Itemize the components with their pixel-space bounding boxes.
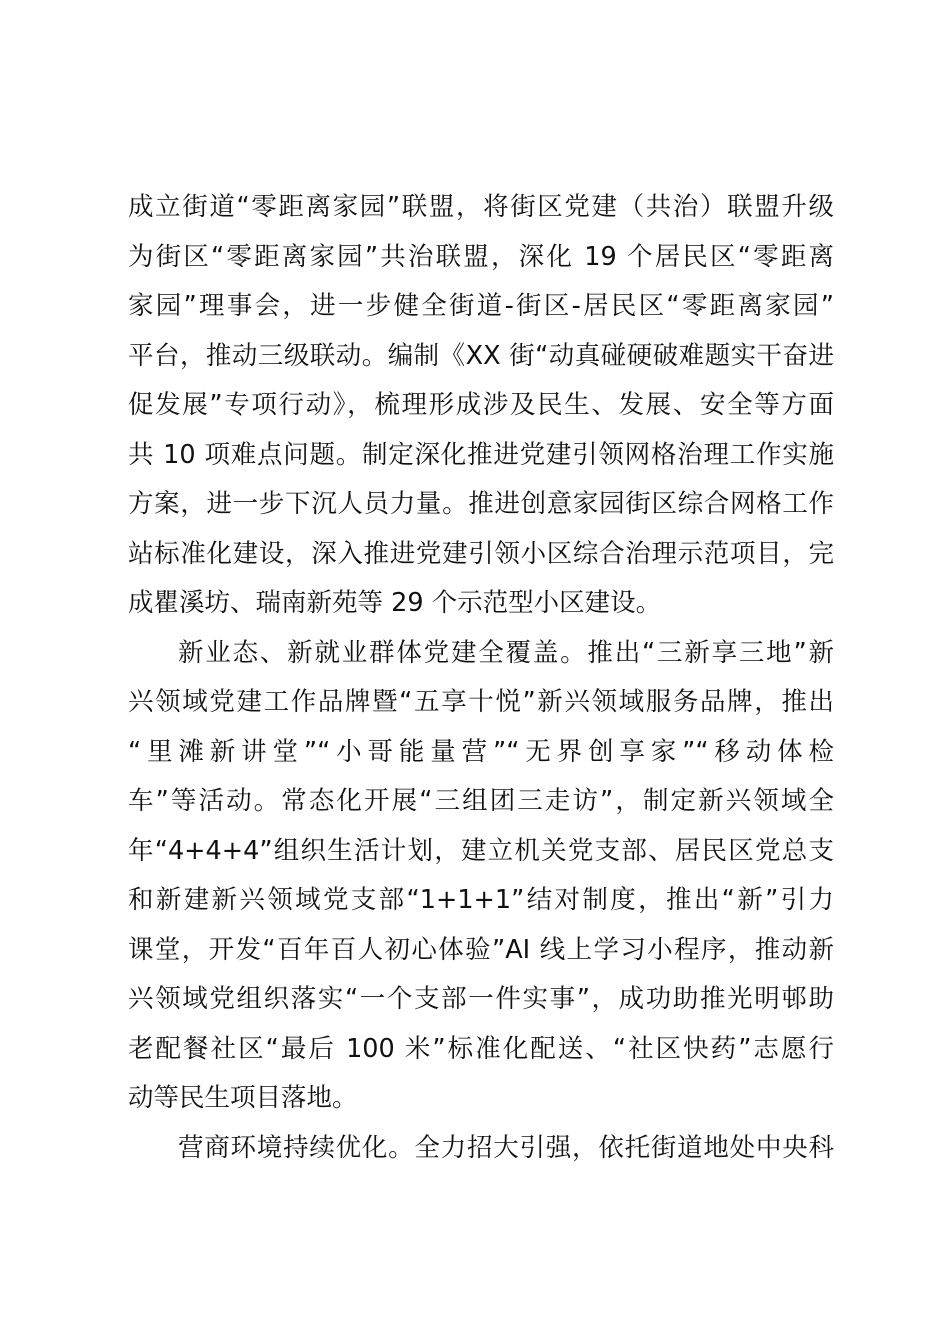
text-line: “里滩新讲堂”“小哥能量营”“无界创享家”“移动体检 [128, 736, 834, 767]
text-line: 营商环境持续优化。全力招大引强，依托街道地处中央科 [178, 1132, 834, 1163]
text-line: 车”等活动。常态化开展“三组团三走访”，制定新兴领域全 [128, 786, 834, 816]
text-line: 成立街道“零距离家园”联盟，将街区党建（共治）联盟升级 [128, 192, 834, 222]
text-line: 兴领域党组织落实“一个支部一件实事”，成功助推光明邨助 [128, 984, 834, 1014]
text-line: 老配餐社区“最后 100 米”标准化配送、“社区快药”志愿行 [128, 1033, 834, 1064]
text-line: 共 10 项难点问题。制定深化推进党建引领网格治理工作实施 [128, 439, 834, 470]
text-line: 新业态、新就业群体党建全覆盖。推出“三新享三地”新 [178, 637, 834, 668]
text-line: 平台，推动三级联动。编制《XX 街“动真碰硬破难题实干奋进 [128, 340, 834, 371]
text-line: 课堂，开发“百年百人初心体验”AI 线上学习小程序，推动新 [128, 934, 834, 965]
document-body [128, 183, 834, 1173]
text-line: 站标准化建设，深入推进党建引领小区综合治理示范项目，完 [128, 538, 834, 569]
paragraph-community-governance [128, 183, 834, 629]
text-line: 兴领域党建工作品牌暨“五享十悦”新兴领域服务品牌，推出 [128, 687, 834, 717]
text-line: 和新建新兴领域党支部“1+1+1”结对制度，推出“新”引力 [128, 885, 834, 915]
text-line: 促发展”专项行动》，梳理形成涉及民生、发展、安全等方面 [128, 390, 834, 420]
paragraph-business-environment [128, 1124, 834, 1174]
text-line: 家园”理事会，进一步健全街道-街区-居民区“零距离家园” [128, 291, 834, 321]
text-line: 成瞿溪坊、瑞南新苑等 29 个示范型小区建设。 [128, 588, 662, 618]
text-line: 为街区“零距离家园”共治联盟，深化 19 个居民区“零距离 [128, 241, 834, 272]
text-line: 方案，进一步下沉人员力量。推进创意家园街区综合网格工作 [128, 489, 834, 519]
paragraph-new-business-party-building [128, 629, 834, 1124]
text-line: 动等民生项目落地。 [128, 1083, 358, 1113]
text-line: 年“4+4+4”组织生活计划，建立机关党支部、居民区党总支 [128, 835, 834, 866]
